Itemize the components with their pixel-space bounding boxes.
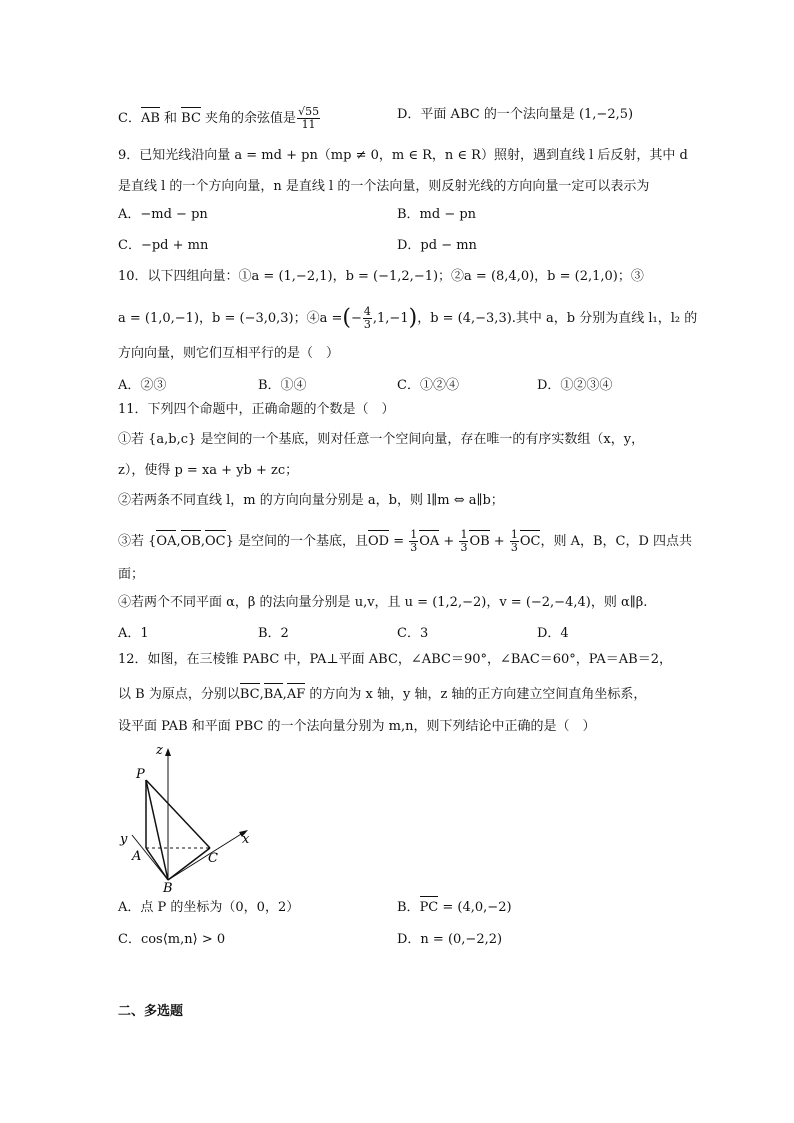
numerator: 1 — [510, 528, 518, 541]
q12-option-b — [397, 899, 512, 917]
edge-bc — [168, 848, 210, 880]
text: 的方向为 x 轴，y 轴，z 轴的正方向建立空间直角坐标系， — [305, 687, 647, 702]
label-p: P — [136, 767, 145, 782]
q11-stem: 11．下列四个命题中，正确命题的个数是（ ） — [118, 402, 395, 417]
text: = — [389, 534, 409, 549]
q11-option-d: D．4 — [537, 626, 569, 641]
label-b: B — [163, 881, 173, 895]
text: , — [282, 687, 287, 702]
denominator: 3 — [363, 318, 371, 331]
q12-stem-line1: 12．如图，在三棱锥 PABC 中，PA⊥平面 ABC，∠ABC＝90°，∠BAC＝60°，PA＝AB＝2， — [118, 652, 672, 667]
numerator: 1 — [460, 528, 468, 541]
q11-option-b: B．2 — [258, 626, 289, 641]
numerator: 1 — [410, 528, 418, 541]
fraction — [510, 529, 519, 554]
numerator: 4 — [363, 305, 371, 318]
paren: ) — [408, 305, 418, 331]
vector-pc: PC — [419, 900, 439, 915]
text: ,1,−1 — [372, 311, 409, 326]
text: ③若 { — [118, 534, 157, 549]
text: } 是空间的一个基底，且 — [225, 534, 368, 549]
q12-option-a: A．点 P 的坐标为（0，0，2） — [118, 900, 300, 915]
q9-option-a: A．−md − pn — [118, 207, 208, 222]
q12-option-d: D．n = (0,−2,2) — [397, 932, 503, 947]
fraction — [363, 306, 372, 331]
label-y: y — [120, 832, 128, 847]
vector-af: AF — [286, 687, 306, 702]
q9-option-c: C．−pd + mn — [118, 238, 209, 253]
vector-ob: OB — [469, 534, 490, 549]
q9-option-b: B．md − pn — [397, 207, 477, 222]
q11-statement-3-line1 — [118, 529, 692, 554]
text: + — [489, 534, 509, 549]
text: ，则 A，B，C，D 四点共 — [540, 534, 693, 549]
q9-stem-line1: 9．已知光线沿向量 a = md + pn（mp ≠ 0，m ∈ R，n ∈ R）照射，遇到直线 l 后反射，其中 d — [118, 148, 688, 163]
denominator: 3 — [510, 541, 518, 554]
text: , — [259, 687, 264, 702]
q11-option-a: A．1 — [118, 626, 149, 641]
vector-oa: OA — [419, 534, 440, 549]
q10-stem-line2 — [118, 306, 697, 331]
text: + — [439, 534, 459, 549]
z-axis-arrow — [165, 748, 171, 756]
denominator: 11 — [301, 118, 316, 131]
text: 以 B 为原点，分别以 — [118, 687, 240, 702]
x-axis — [168, 831, 246, 880]
edge-pc — [146, 780, 210, 848]
vector-oc: OC — [204, 534, 226, 549]
q10-option-d: D．①②③④ — [537, 378, 613, 393]
q12-stem-line2 — [118, 686, 646, 704]
text: a = (1,0,−1)，b = (−3,0,3)；④a = — [118, 311, 343, 326]
paren: ( — [342, 305, 351, 331]
text: = (4,0,−2) — [438, 900, 512, 915]
text: − — [350, 311, 362, 326]
q11-statement-2: ②若两条不同直线 l，m 的方向向量分别是 a，b，则 l∥m ⇔ a∥b； — [118, 493, 504, 508]
vector-oc: OC — [519, 534, 541, 549]
q11-option-c: C．3 — [397, 626, 429, 641]
label-a: A — [132, 849, 142, 864]
text: , — [176, 534, 181, 549]
section-heading-multiple-choice: 二、多选题 — [118, 1004, 184, 1019]
label-c: C — [208, 851, 218, 866]
option-label: B． — [397, 900, 420, 915]
vector-oa: OA — [156, 534, 177, 549]
fraction — [459, 529, 468, 554]
fraction — [409, 529, 418, 554]
q9-stem-line2: 是直线 l 的一个方向向量，n 是直线 l 的一个法向量，则反射光线的方向向量一定可以表示为 — [118, 179, 650, 194]
label-z: z — [156, 743, 163, 758]
q10-stem-line3: 方向向量，则它们互相平行的是（ ） — [118, 346, 340, 361]
numerator: √55 — [298, 105, 320, 118]
fraction — [297, 106, 320, 131]
q11-statement-3-line2: 面； — [118, 567, 145, 582]
text: 和 — [159, 111, 182, 126]
vector-bc: BC — [239, 687, 260, 702]
vector-od: OD — [367, 534, 390, 549]
q12-figure — [108, 740, 268, 895]
q12-option-c: C．cos⟨m,n⟩ > 0 — [118, 932, 226, 947]
q11-statement-4: ④若两个不同平面 α，β 的法向量分别是 u,v，且 u = (1,2,−2)，v = (−2,−4,4)，则 α∥β. — [118, 595, 648, 610]
q11-statement-1-line2: z），使得 p = xa + yb + zc； — [118, 463, 299, 478]
label-x: x — [242, 832, 250, 847]
vector-ob: OB — [180, 534, 201, 549]
text: , — [200, 534, 205, 549]
q10-option-b: B．①④ — [258, 378, 307, 393]
q11-statement-1-line1: ①若 {a,b,c} 是空间的一个基底，则对任意一个空间向量，存在唯一的有序实数组（x，y， — [118, 432, 645, 447]
option-label: C． — [118, 111, 141, 126]
text: 夹角的余弦值是 — [200, 111, 297, 126]
q12-stem-line3: 设平面 PAB 和平面 PBC 的一个法向量分别为 m,n，则下列结论中正确的是（ ） — [118, 719, 596, 734]
q8-option-c — [118, 106, 321, 131]
vector-ab: AB — [140, 111, 160, 126]
vector-bc: BC — [181, 111, 201, 126]
vector-ba: BA — [263, 687, 283, 702]
q9-option-d: D．pd − mn — [397, 238, 477, 253]
denominator: 3 — [460, 541, 468, 554]
text: ，b = (4,−3,3).其中 a，b 分别为直线 l₁，l₂ 的 — [417, 311, 698, 326]
denominator: 3 — [410, 541, 418, 554]
q10-option-c: C．①②④ — [397, 378, 459, 393]
q10-stem-line1: 10．以下四组向量：①a = (1,−2,1)，b = (−1,2,−1)；②a = (8,4,0)，b = (2,1,0)；③ — [118, 269, 644, 284]
q8-option-d: D．平面 ABC 的一个法向量是 (1,−2,5) — [397, 107, 634, 122]
q10-option-a: A．②③ — [118, 378, 167, 393]
